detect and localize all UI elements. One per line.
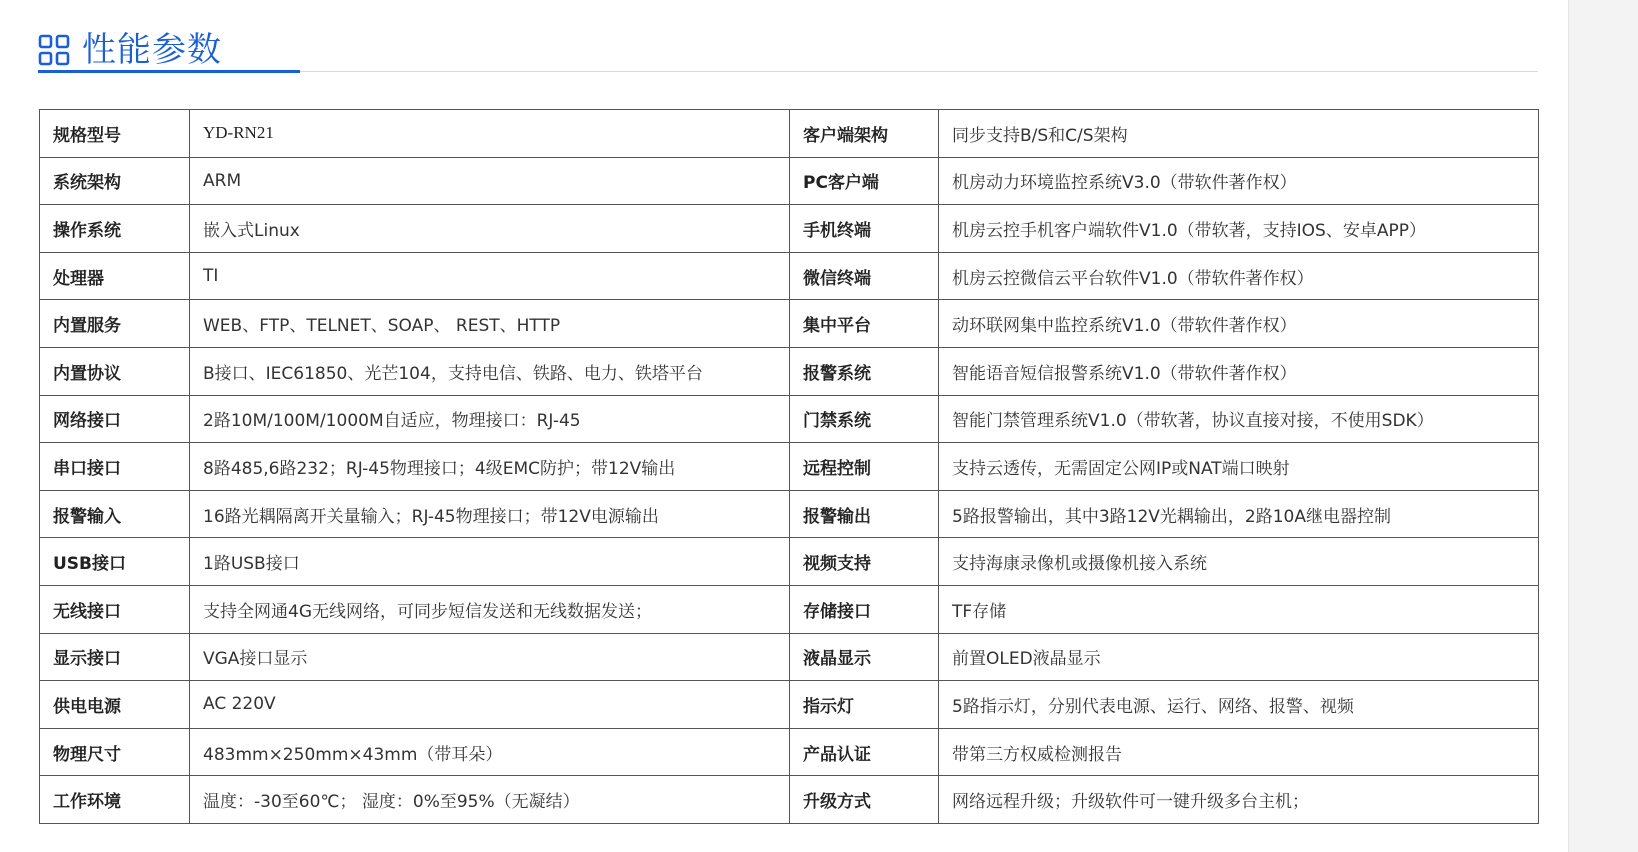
title-underline: [38, 70, 300, 73]
spec-label: 视频支持: [790, 538, 939, 586]
spec-label: 液晶显示: [790, 633, 939, 681]
spec-value: VGA接口显示: [190, 633, 790, 681]
table-row: [40, 585, 1539, 633]
spec-label: 物理尺寸: [40, 728, 190, 776]
spec-label: 报警输入: [40, 490, 190, 538]
spec-value: 机房云控微信云平台软件V1.0（带软件著作权）: [939, 252, 1539, 300]
spec-label: 报警输出: [790, 490, 939, 538]
table-row: [40, 443, 1539, 491]
spec-label: 远程控制: [790, 443, 939, 491]
spec-value: ARM: [190, 157, 790, 205]
spec-label: 处理器: [40, 252, 190, 300]
section-header: [38, 26, 1538, 74]
spec-value: 前置OLED液晶显示: [939, 633, 1539, 681]
spec-label: 内置服务: [40, 300, 190, 348]
spec-value: 1路USB接口: [190, 538, 790, 586]
spec-value: 483mm×250mm×43mm（带耳朵）: [190, 728, 790, 776]
spec-value: 5路指示灯，分别代表电源、运行、网络、报警、视频: [939, 681, 1539, 729]
spec-value: AC 220V: [190, 681, 790, 729]
spec-label: 显示接口: [40, 633, 190, 681]
spec-value: 机房云控手机客户端软件V1.0（带软著，支持IOS、安卓APP）: [939, 205, 1539, 253]
spec-label: 内置协议: [40, 347, 190, 395]
spec-value: 网络远程升级；升级软件可一键升级多台主机；: [939, 776, 1539, 824]
table-row: [40, 538, 1539, 586]
spec-value: 嵌入式Linux: [190, 205, 790, 253]
spec-label: 系统架构: [40, 157, 190, 205]
spec-label: 微信终端: [790, 252, 939, 300]
spec-label: 工作环境: [40, 776, 190, 824]
spec-value: 智能门禁管理系统V1.0（带软著，协议直接对接，不使用SDK）: [939, 395, 1539, 443]
spec-label: PC客户端: [790, 157, 939, 205]
spec-value: 支持海康录像机或摄像机接入系统: [939, 538, 1539, 586]
table-row: [40, 633, 1539, 681]
spec-value: TF存储: [939, 585, 1539, 633]
spec-label: 产品认证: [790, 728, 939, 776]
spec-value: 带第三方权威检测报告: [939, 728, 1539, 776]
spec-label: 网络接口: [40, 395, 190, 443]
spec-value: B接口、IEC61850、光芒104，支持电信、铁路、电力、铁塔平台: [190, 347, 790, 395]
spec-value: 温度：-30至60℃； 湿度：0%至95%（无凝结）: [190, 776, 790, 824]
table-row: [40, 347, 1539, 395]
spec-value: 动环联网集中监控系统V1.0（带软件著作权）: [939, 300, 1539, 348]
spec-label: 供电电源: [40, 681, 190, 729]
spec-value: 16路光耦隔离开关量输入；RJ-45物理接口；带12V电源输出: [190, 490, 790, 538]
spec-value: 智能语音短信报警系统V1.0（带软件著作权）: [939, 347, 1539, 395]
spec-table: [39, 109, 1539, 824]
spec-value: 5路报警输出，其中3路12V光耦输出，2路10A继电器控制: [939, 490, 1539, 538]
grid-icon: [38, 34, 70, 66]
spec-value: YD-RN21: [190, 110, 790, 158]
table-row: [40, 490, 1539, 538]
spec-value: 支持云透传，无需固定公网IP或NAT端口映射: [939, 443, 1539, 491]
spec-value: 机房动力环境监控系统V3.0（带软件著作权）: [939, 157, 1539, 205]
spec-label: 无线接口: [40, 585, 190, 633]
spec-table-body: [40, 110, 1539, 824]
spec-label: 集中平台: [790, 300, 939, 348]
table-row: [40, 395, 1539, 443]
table-row: [40, 728, 1539, 776]
table-row: [40, 681, 1539, 729]
spec-value: 8路485,6路232；RJ-45物理接口；4级EMC防护；带12V输出: [190, 443, 790, 491]
table-row: [40, 205, 1539, 253]
spec-label: 客户端架构: [790, 110, 939, 158]
table-row: [40, 157, 1539, 205]
spec-value: 2路10M/100M/1000M自适应，物理接口：RJ-45: [190, 395, 790, 443]
page-title: 性能参数: [82, 30, 222, 70]
table-row: [40, 252, 1539, 300]
spec-label: 规格型号: [40, 110, 190, 158]
spec-label: 门禁系统: [790, 395, 939, 443]
spec-value: WEB、FTP、TELNET、SOAP、 REST、HTTP: [190, 300, 790, 348]
spec-label: 升级方式: [790, 776, 939, 824]
spec-value: 支持全网通4G无线网络，可同步短信发送和无线数据发送；: [190, 585, 790, 633]
spec-label: 报警系统: [790, 347, 939, 395]
table-row: [40, 300, 1539, 348]
spec-label: 串口接口: [40, 443, 190, 491]
table-row: [40, 110, 1539, 158]
spec-label: 存储接口: [790, 585, 939, 633]
spec-label: 手机终端: [790, 205, 939, 253]
page-margin: [1568, 0, 1638, 852]
spec-value: 同步支持B/S和C/S架构: [939, 110, 1539, 158]
spec-label: 操作系统: [40, 205, 190, 253]
table-row: [40, 776, 1539, 824]
spec-value: TI: [190, 252, 790, 300]
spec-label: USB接口: [40, 538, 190, 586]
spec-label: 指示灯: [790, 681, 939, 729]
